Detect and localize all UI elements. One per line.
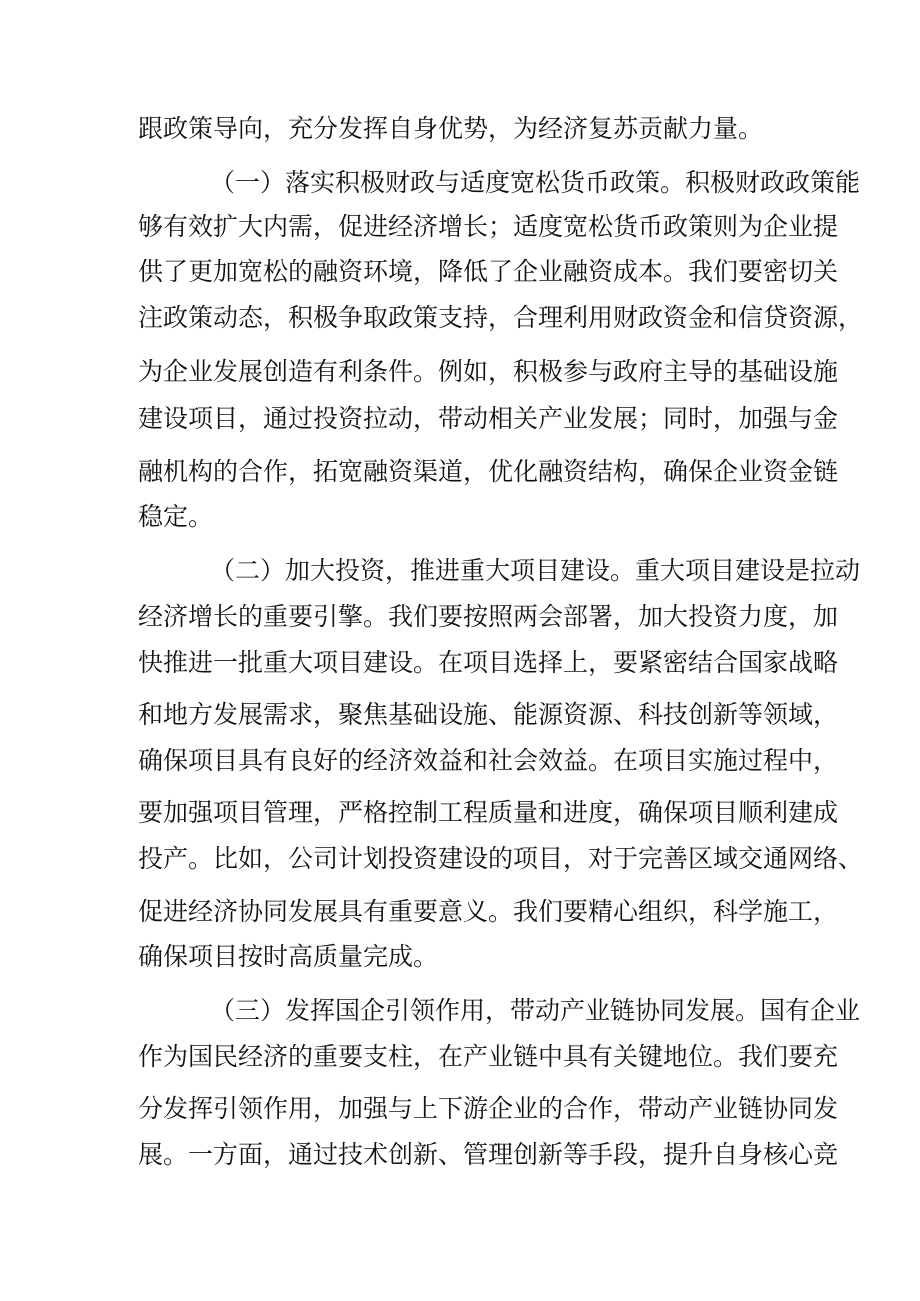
text-line: 稳定。 [138,502,214,531]
text-line: 供了更加宽松的融资环境，降低了企业融资成本。我们要密切关 [138,257,839,286]
text-line: 建设项目，通过投资拉动，带动相关产业发展；同时，加强与金 [138,404,839,433]
text-line: 跟政策导向，充分发挥自身优势，为经济复苏贡献力量。 [138,114,764,143]
text-line: 促进经济协同发展具有重要意义。我们要精心组织，科学施工， [138,897,839,926]
text-line: 注政策动态，积极争取政策支持，合理利用财政资金和信贷资源， [138,303,864,332]
text-line: 分发挥引领作用，加强与上下游企业的合作，带动产业链协同发 [138,1094,839,1123]
text-line: 确保项目按时高质量完成。 [138,942,439,971]
text-line: 为企业发展创造有利条件。例如，积极参与政府主导的基础设施 [138,357,839,386]
section-heading-line: （二）加大投资，推进重大项目建设。重大项目建设是拉动 [210,556,861,585]
text-line: 确保项目具有良好的经济效益和社会效益。在项目实施过程中， [138,746,839,775]
text-line: 够有效扩大内需，促进经济增长；适度宽松货币政策则为企业提 [138,212,839,241]
section-heading-line: （一）落实积极财政与适度宽松货币政策。积极财政政策能 [210,168,861,197]
text-line: 融机构的合作，拓宽融资渠道，优化融资结构，确保企业资金链 [138,457,839,486]
text-line: 快推进一批重大项目建设。在项目选择上，要紧密结合国家战略 [138,648,839,677]
text-line: 作为国民经济的重要支柱，在产业链中具有关键地位。我们要充 [138,1042,839,1071]
text-line: 经济增长的重要引擎。我们要按照两会部署，加大投资力度，加 [138,602,839,631]
text-line: 和地方发展需求，聚焦基础设施、能源资源、科技创新等领域， [138,700,839,729]
text-line: 投产。比如，公司计划投资建设的项目，对于完善区域交通网络、 [138,844,864,873]
text-line: 要加强项目管理，严格控制工程质量和进度，确保项目顺利建成 [138,798,839,827]
section-heading-line: （三）发挥国企引领作用，带动产业链协同发展。国有企业 [210,996,861,1025]
text-line: 展。一方面，通过技术创新、管理创新等手段，提升自身核心竞 [138,1140,839,1169]
